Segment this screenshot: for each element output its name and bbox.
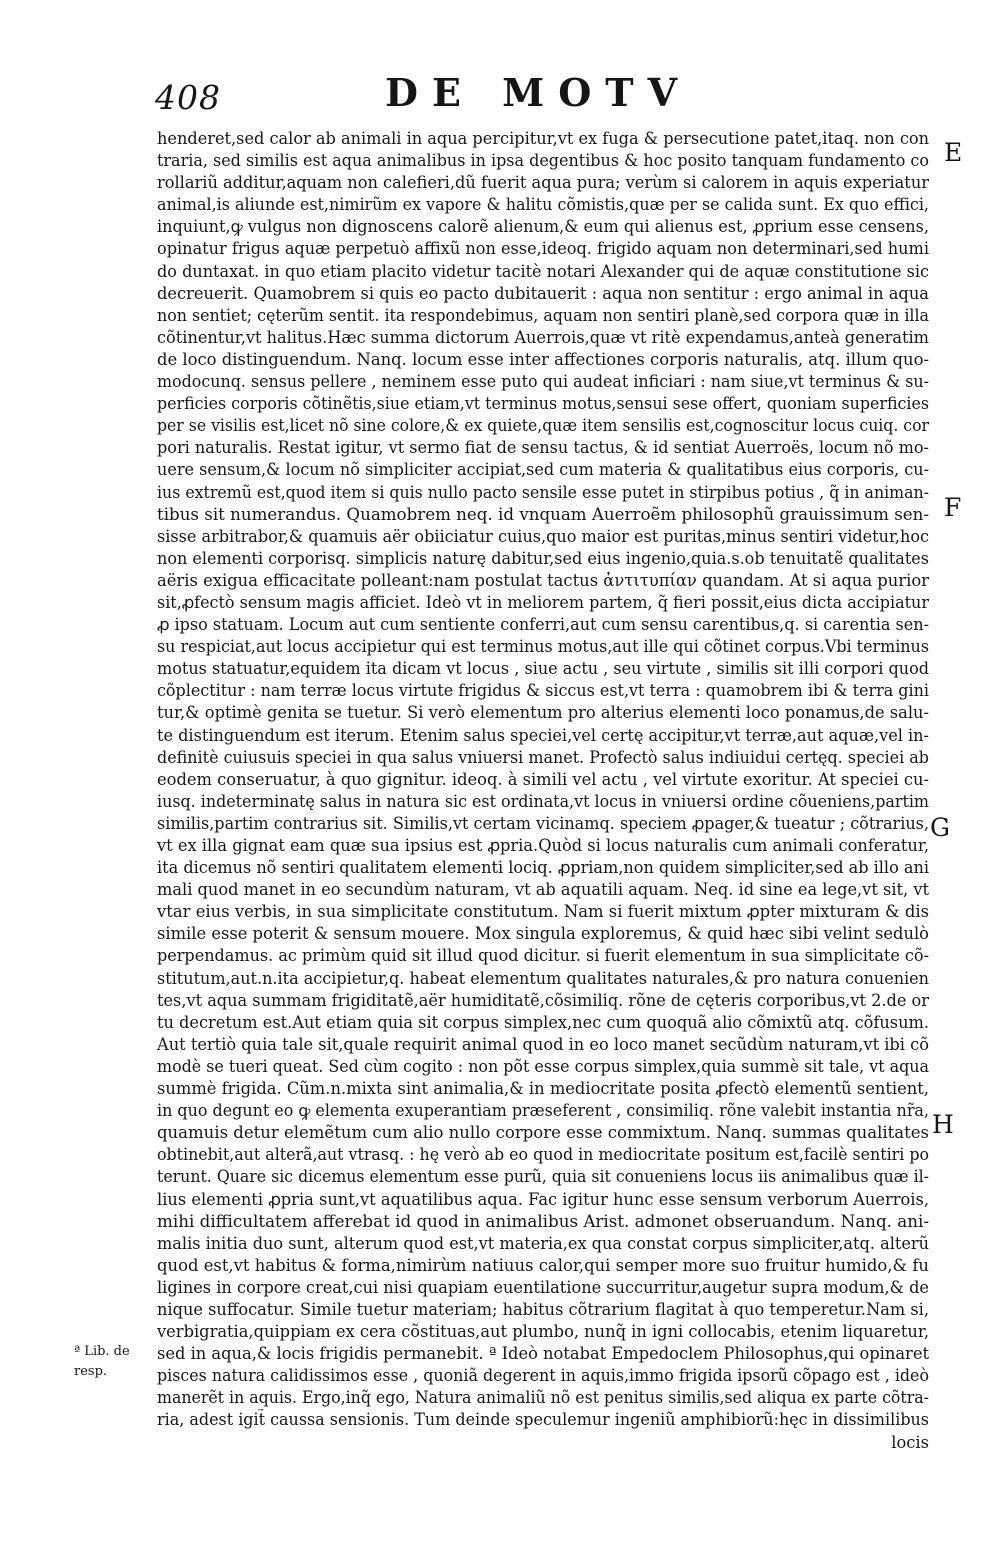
margin-note-line: ª Lib. de xyxy=(74,1344,130,1359)
text-line: opinatur frigus aquæ perpetuò affixũ non esse,ideoq. frigido aquam non determinari,sed humi xyxy=(157,239,929,259)
text-line: simile esse poterit & sensum mouere. Mox singula exploremus, & quid hæc sibi velint sedulò xyxy=(157,924,929,944)
margin-section-letter: F xyxy=(944,493,962,522)
text-line: sisse arbitrabor,& quamuis aër obiiciatur cuius,quo maior est puritas,minus sentiri videtur,hoc xyxy=(157,526,929,546)
text-line: de loco distinguendum. Nanq. locum esse inter affectiones corporis naturalis, atq. illum quo- xyxy=(157,349,929,369)
text-line: inquiunt,ꝙ vulgus non dignoscens calorẽ alienum,& eum qui alienus est, ꝓprium esse censens, xyxy=(157,217,929,237)
text-line: manerẽt in aquis. Ergo,inq̃ ego, Natura animaliũ nõ est penitus similis,sed aliqua ex parte cõtra- xyxy=(157,1388,929,1408)
text-line: nique suffocatur. Simile tuetur materiam; habitus cõtrarium flagitat à quo temperetur.Nam si, xyxy=(157,1299,929,1319)
text-line: summè frigida. Cũm.n.mixta sint animalia,& in mediocritate posita ꝓfectò elementũ sentient, xyxy=(157,1079,929,1099)
text-line: modocunq. sensus pellere , neminem esse puto qui audeat inficiari : nam siue,vt terminus & su- xyxy=(157,372,929,392)
text-line: quod est,vt habitus & forma,nimirùm natiuus calor,qui semper more suo fruitur humido,& fu xyxy=(157,1255,929,1275)
text-line: iusq. indeterminatę salus in natura sic est ordinata,vt locus in vniuersi ordine cõueniens,partim xyxy=(157,791,929,811)
text-line: definitè cuiusuis speciei in qua salus vniuersi manet. Profectò salus indiuidui certęq. speciei ab xyxy=(157,747,929,767)
text-line: ius extremũ est,quod item si quis nullo pacto sensile esse putet in stirpibus potius , q̃ in animan- xyxy=(157,482,929,502)
margin-note xyxy=(74,1342,154,1382)
text-line: ita dicemus nõ sentiri qualitatem elementi lociq. ꝓpriam,non quidem simpliciter,sed ab illo ani xyxy=(157,858,929,878)
text-line: verbigratia,quippiam ex cera cõstituas,aut plumbo, nunq̃ in igni collocabis, etenim liquaretur, xyxy=(157,1322,929,1342)
text-line: eodem conseruatur, à quo gignitur. ideoq. à simili vel actu , vel virtute exoritur. At speciei cu- xyxy=(157,769,929,789)
text-line: non sentiet; cęterũm sentit. ita respondebimus, aquam non sentiri planè,sed corpora quæ in illa xyxy=(157,305,929,325)
text-line: quamuis detur elemẽtum cum alio nullo corpore esse commixtum. Nanq. summas qualitates xyxy=(157,1123,929,1143)
text-line: sit,ꝓfectò sensum magis afficiet. Ideò vt in meliorem partem, q̃ fieri possit,eius dicta accipiatur xyxy=(157,592,929,612)
text-line: non elementi corporisq. simplicis naturę dabitur,sed eius ingenio,quia.s.ob tenuitatẽ qualitates xyxy=(157,548,929,568)
running-head: DE MOTV xyxy=(385,70,692,115)
text-line: traria, sed similis est aqua animalibus in ipsa degentibus & hoc posito tanquam fundamento co xyxy=(157,151,929,171)
text-line: do duntaxat. in quo etiam placito videtur tacitè notari Alexander qui de aquæ constitutione sic xyxy=(157,261,929,281)
text-line: te distinguendum est iterum. Etenim salus speciei,vel certę accipitur,vt terræ,aut aquæ,vel in- xyxy=(157,725,929,745)
text-line: obtinebit,aut alterã,aut vtrasq. : hę verò ab eo quod in mediocritate positum est,facilè sentiri po xyxy=(157,1145,929,1165)
text-line: perpendamus. ac primùm quid sit illud quod dicitur. si fuerit elementum in sua simplicitate cõ- xyxy=(157,946,929,966)
text-line: mali quod manet in eo secundùm naturam, vt ab aquatili aquam. Neq. id sine ea lege,vt sit, vt xyxy=(157,880,929,900)
text-line: pori naturalis. Restat igitur, vt sermo fiat de sensu tactus, & id sentiat Auerroës, locum nõ mo- xyxy=(157,438,929,458)
body-text xyxy=(157,128,929,1454)
text-line: tur,& optimè genita se tuetur. Si verò elementum pro alterius elementi loco ponamus,de salu- xyxy=(157,703,929,723)
text-line: rollariũ additur,aquam non calefieri,dũ fuerit aqua pura; verùm si calorem in aquis experiatur xyxy=(157,173,929,193)
text-line: terunt. Quare sic dicemus elementum esse purũ, quia sit conueniens locus iis animalibus quæ il- xyxy=(157,1167,929,1187)
text-line: aëris exigua efficacitate polleant:nam postulat tactus ἀντιτυπίαν quandam. At si aqua purior xyxy=(157,570,929,590)
text-line: tes,vt aqua summam frigiditatẽ,aër humiditatẽ,cõsimiliq. rõne de cęteris corporibus,vt 2.de or xyxy=(157,990,929,1010)
text-line: mihi difficultatem afferebat id quod in animalibus Arist. admonet obseruandum. Nanq. ani- xyxy=(157,1211,929,1231)
text-line: pisces natura calidissimos esse , quoniã degerent in aquis,immo frigida ipsorũ cõpago est , ideò xyxy=(157,1366,929,1386)
text-line: vt ex illa gignat eam quæ sua ipsius est ꝓpria.Quòd si locus naturalis cum animali conferatur, xyxy=(157,836,929,855)
text-line: ligines in corpore creat,cui nisi quapiam euentilatione succurritur,augetur supra modum,& de xyxy=(157,1277,929,1297)
text-line: similis,partim contrarius sit. Similis,vt certam vicinamq. speciem ꝓpager,& tueatur ; cõtrarius, xyxy=(157,813,929,833)
text-line: locis xyxy=(891,1432,929,1452)
text-line: Aut tertiò quia tale sit,quale requirit animal quod in eo loco manet secũdùm naturam,vt ibi cõ xyxy=(157,1034,929,1054)
text-line: ꝓ ipso statuam. Locum aut cum sentiente conferri,aut cum sensu carentibus,q. si carentia sen- xyxy=(157,615,929,635)
text-line: ria, adest igit̃ caussa sensionis. Tum deinde speculemur ingeniũ amphibiorũ:hęc in dissimilibus xyxy=(157,1410,929,1430)
text-line: in quo degunt eo ꝙ elementa exuperantiam præseferent , consimiliq. rõne valebit instantia nr̃a, xyxy=(157,1101,929,1121)
margin-note-line: resp. xyxy=(74,1364,108,1379)
text-line: su respiciat,aut locus accipietur qui est terminus motus,aut ille qui cõtinet corpus.Vbi terminus xyxy=(157,637,929,657)
text-line: stitutum,aut.n.ita accipietur,q. habeat elementum qualitates naturales,& pro natura conuenien xyxy=(157,968,929,988)
margin-section-letter: H xyxy=(932,1110,954,1139)
text-line: decreuerit. Quamobrem si quis eo pacto dubitauerit : aqua non sentitur : ergo animal in aqua xyxy=(157,283,929,303)
text-line: henderet,sed calor ab animali in aqua percipitur,vt ex fuga & persecutione patet,itaq. non con xyxy=(157,129,929,148)
text-line: lius elementi ꝓpria sunt,vt aquatilibus aqua. Fac igitur hunc esse sensum verborum Auerrois, xyxy=(157,1189,929,1209)
text-line: sed in aqua,& locis frigidis permanebit. ª Ideò notabat Empedoclem Philosophus,qui opinaret xyxy=(157,1344,929,1364)
text-line: per se visilis est,licet nõ sine colore,& ex quiete,quæ item sensilis est,cognoscitur locus cuiq. cor xyxy=(157,416,929,436)
text-line: tibus sit numerandus. Quamobrem neq. id vnquam Auerroẽm philosophũ grauissimum sen- xyxy=(157,504,929,524)
text-line: perficies corporis cõtinẽtis,siue etiam,vt terminus motus,sensui sese offert, quoniam superficies xyxy=(157,394,929,414)
text-line: cõplectitur : nam terræ locus virtute frigidus & siccus est,vt terra : quamobrem ibi & terra gini xyxy=(157,681,929,701)
text-line: tu decretum est.Aut etiam quia sit corpus simplex,nec cum quoquã alio cõmixtũ atq. cõfusum. xyxy=(157,1012,929,1032)
text-line: cõtinentur,vt halitus.Hæc summa dictorum Auerrois,quæ vt ritè expendamus,anteà generatim xyxy=(157,327,929,347)
margin-section-letter: G xyxy=(930,813,950,842)
text-line: malis initia duo sunt, alterum quod est,vt materia,ex qua constat corpus simpliciter,atq. alterũ xyxy=(157,1233,929,1253)
margin-section-letter: E xyxy=(944,138,963,167)
text-line: motus statuatur,equidem ita dicam vt locus , siue actu , seu virtute , similis sit illi corpori quod xyxy=(157,659,929,679)
page-number: 408 xyxy=(155,78,221,117)
text-line: vtar eius verbis, in sua simplicitate constitutum. Nam si fuerit mixtum ꝓpter mixturam & dis xyxy=(157,902,929,922)
text-line: modè se tueri queat. Sed cùm cogito : non põt esse corpus simplex,quia summè sit tale, vt aqua xyxy=(157,1056,929,1076)
text-line: uere sensum,& locum nõ simpliciter accipiat,sed cum materia & qualitatibus eius corporis, cu- xyxy=(157,460,929,480)
text-line: animal,is aliunde est,nimirũm ex vapore & halitu cõmistis,quæ per se calida sunt. Ex quo effici, xyxy=(157,195,929,215)
